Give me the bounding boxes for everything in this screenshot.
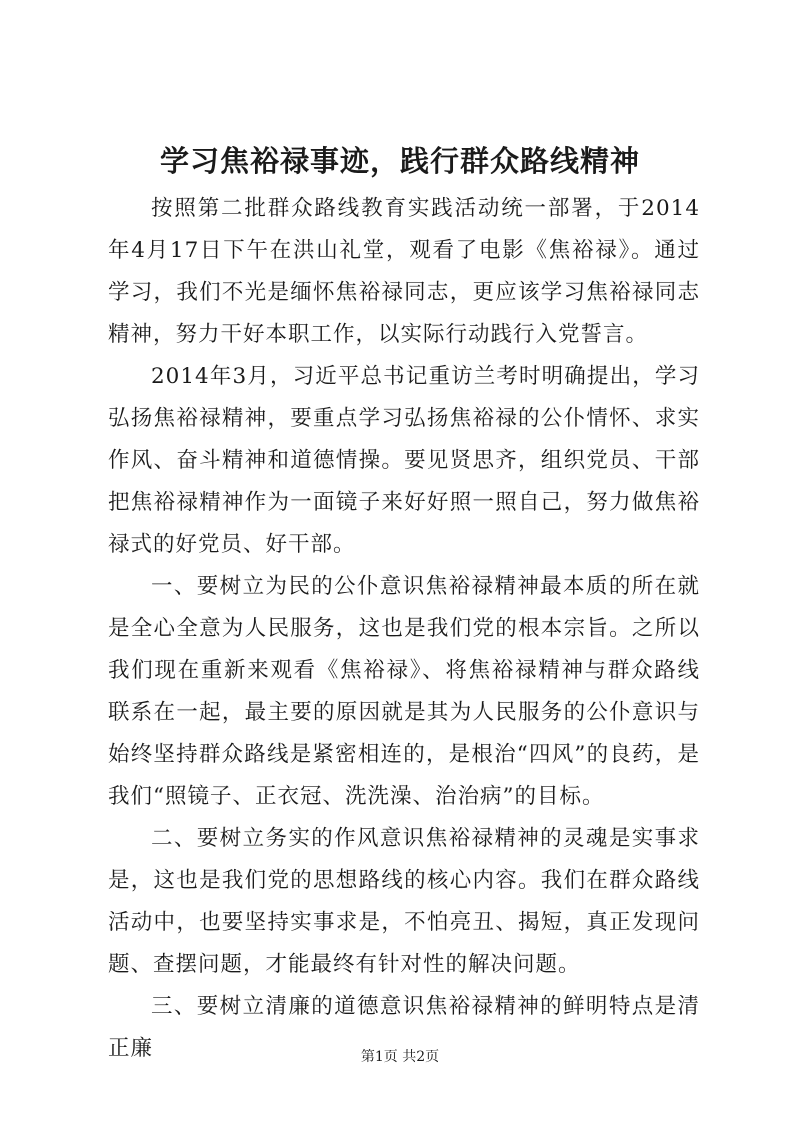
paragraph-5: 三、要树立清廉的道德意识焦裕禄精神的鲜明特点是清正廉	[108, 994, 700, 1061]
paragraph-1: 按照第二批群众路线教育实践活动统一部署，于2014年4月17日下午在洪山礼堂，观看了电影《焦裕禄》。通过学习，我们不光是缅怀焦裕禄同志，更应该学习焦裕禄同志精神，努力干好本职工作，以实际行动践行入党誓言。	[108, 196, 700, 347]
document-body	[108, 188, 700, 1070]
paragraph-3: 一、要树立为民的公仆意识焦裕禄精神最本质的所在就是全心全意为人民服务，这也是我们党的根本宗旨。之所以我们现在重新来观看《焦裕禄》、将焦裕禄精神与群众路线联系在一起，最主要的原因就是其为人民服务的公仆意识与始终坚持群众路线是紧密相连的，是根治“四风”的良药，是我们“照镜子、正衣冠、洗洗澡、治治病”的目标。	[108, 574, 700, 809]
paragraph-2: 2014年3月，习近平总书记重访兰考时明确提出，学习弘扬焦裕禄精神，要重点学习弘扬焦裕禄的公仆情怀、求实作风、奋斗精神和道德情操。要见贤思齐，组织党员、干部把焦裕禄精神作为一面镜子来好好照一照自己，努力做焦裕禄式的好党员、好干部。	[108, 364, 700, 557]
page-number-footer: 第1页 共2页	[360, 1049, 440, 1065]
document-title: 学习焦裕禄事迹，践行群众路线精神	[159, 144, 640, 178]
paragraph-4: 二、要树立务实的作风意识焦裕禄精神的灵魂是实事求是，这也是我们党的思想路线的核心内容。我们在群众路线活动中，也要坚持实事求是，不怕亮丑、揭短，真正发现问题、查摆问题，才能最终有针对性的解决问题。	[108, 826, 700, 977]
